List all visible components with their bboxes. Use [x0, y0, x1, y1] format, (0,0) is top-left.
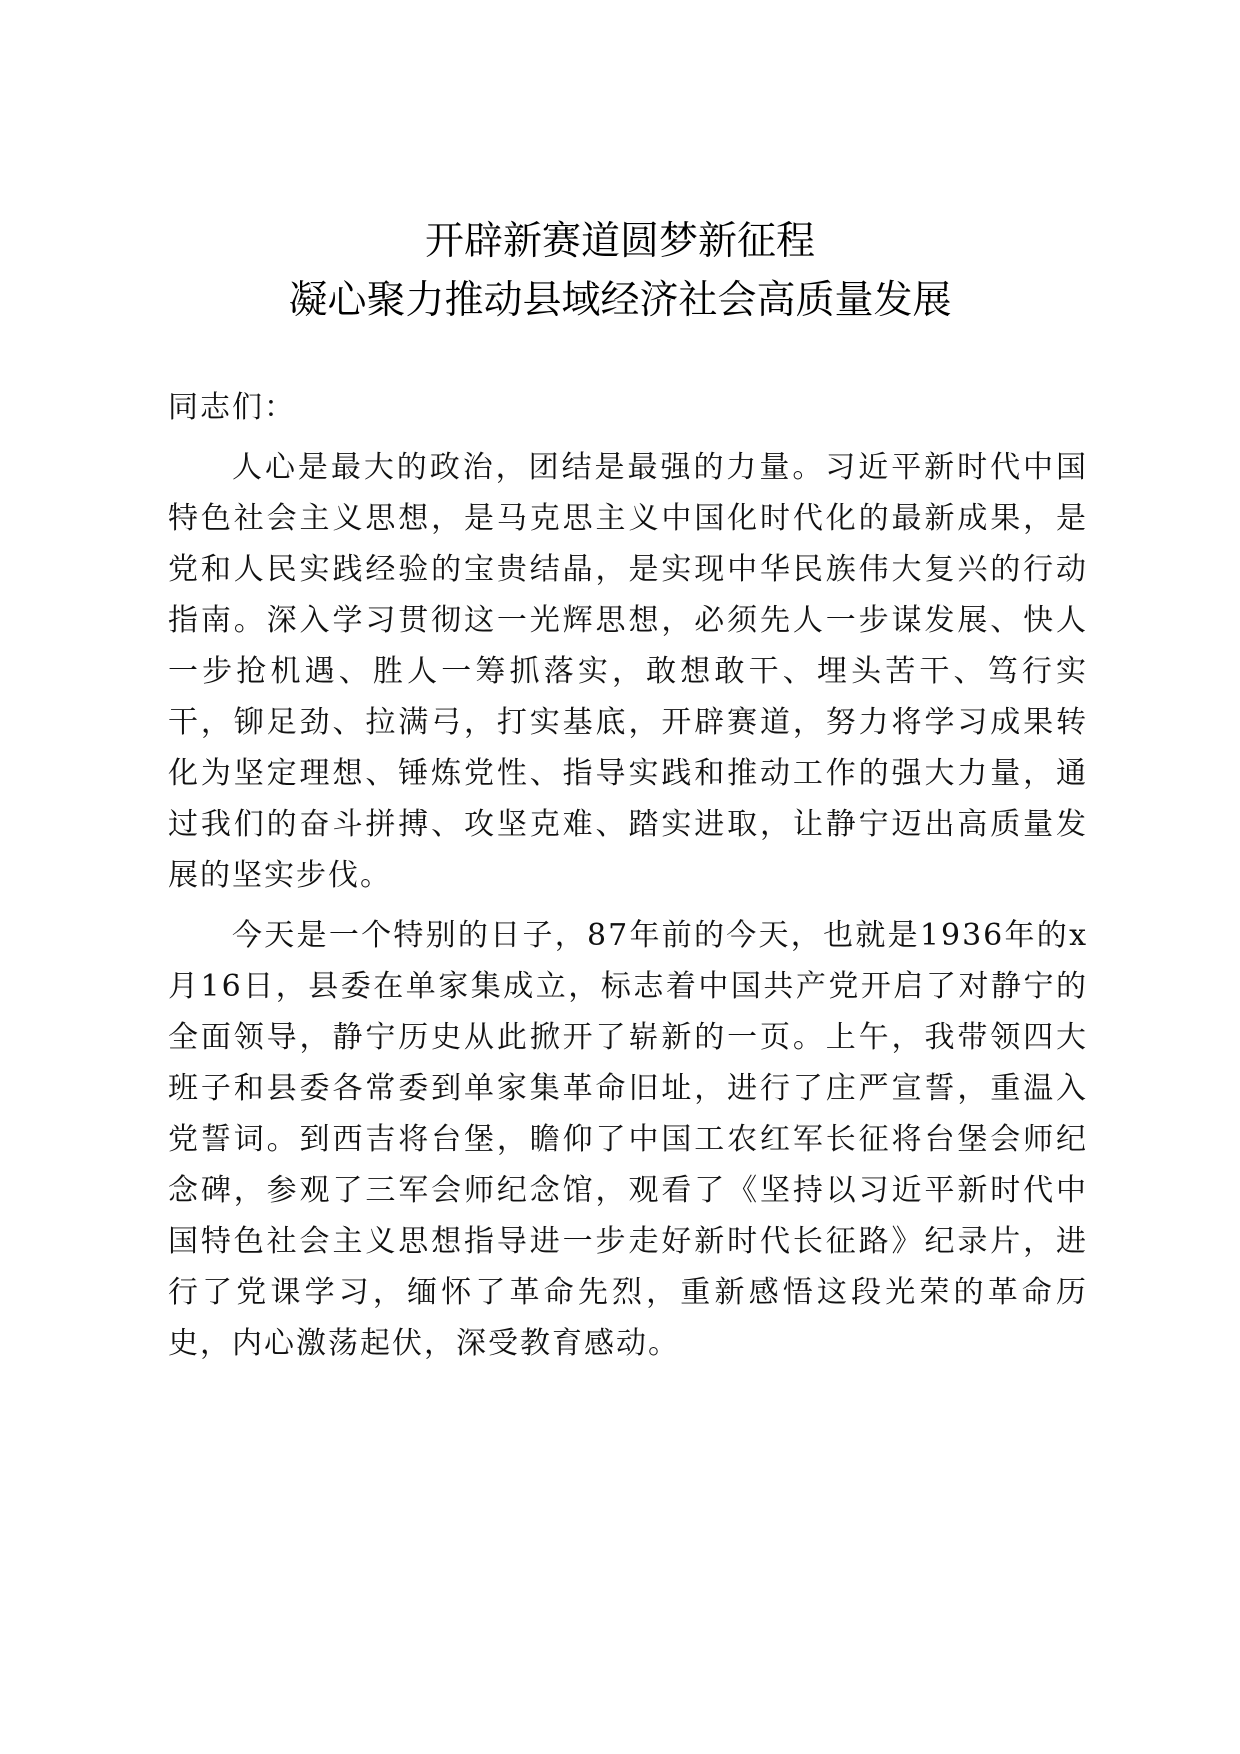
document-body	[168, 382, 1088, 1378]
paragraph-1: 人心是最大的政治，团结是最强的力量。习近平新时代中国特色社会主义思想，是马克思主义中国化时代化的最新成果，是党和人民实践经验的宝贵结晶，是实现中华民族伟大复兴的行动指南。深入学习贯彻这一光辉思想，必须先人一步谋发展、快人一步抢机遇、胜人一筹抓落实，敢想敢干、埋头苦干、笃行实干，铆足劲、拉满弓，打实基底，开辟赛道，努力将学习成果转化为坚定理想、锤炼党性、指导实践和推动工作的强大力量，通过我们的奋斗拼搏、攻坚克难、踏实进取，让静宁迈出高质量发展的坚实步伐。	[168, 450, 1088, 893]
paragraph-2: 今天是一个特别的日子，87年前的今天，也就是1936年的x 月16日，县委在单家集成立，标志着中国共产党开启了对静宁的全面领导，静宁历史从此掀开了崭新的一页。上午，我带领四大班子和县委各常委到单家集革命旧址，进行了庄严宣誓，重温入党誓词。到西吉将台堡，瞻仰了中国工农红军长征将台堡会师纪念碑，参观了三军会师纪念馆，观看了《坚持以习近平新时代中国特色社会主义思想指导进一步走好新时代长征路》纪录片，进行了党课学习，缅怀了革命先烈，重新感悟这段光荣的革命历史，内心激荡起伏，深受教育感动。	[168, 918, 1088, 1361]
title-line-2: 凝心聚力推动县域经济社会高质量发展	[288, 278, 952, 323]
document-title	[0, 212, 1240, 330]
title-line-1: 开辟新赛道圆梦新征程	[424, 219, 815, 264]
salutation: 同志们：	[168, 390, 296, 425]
